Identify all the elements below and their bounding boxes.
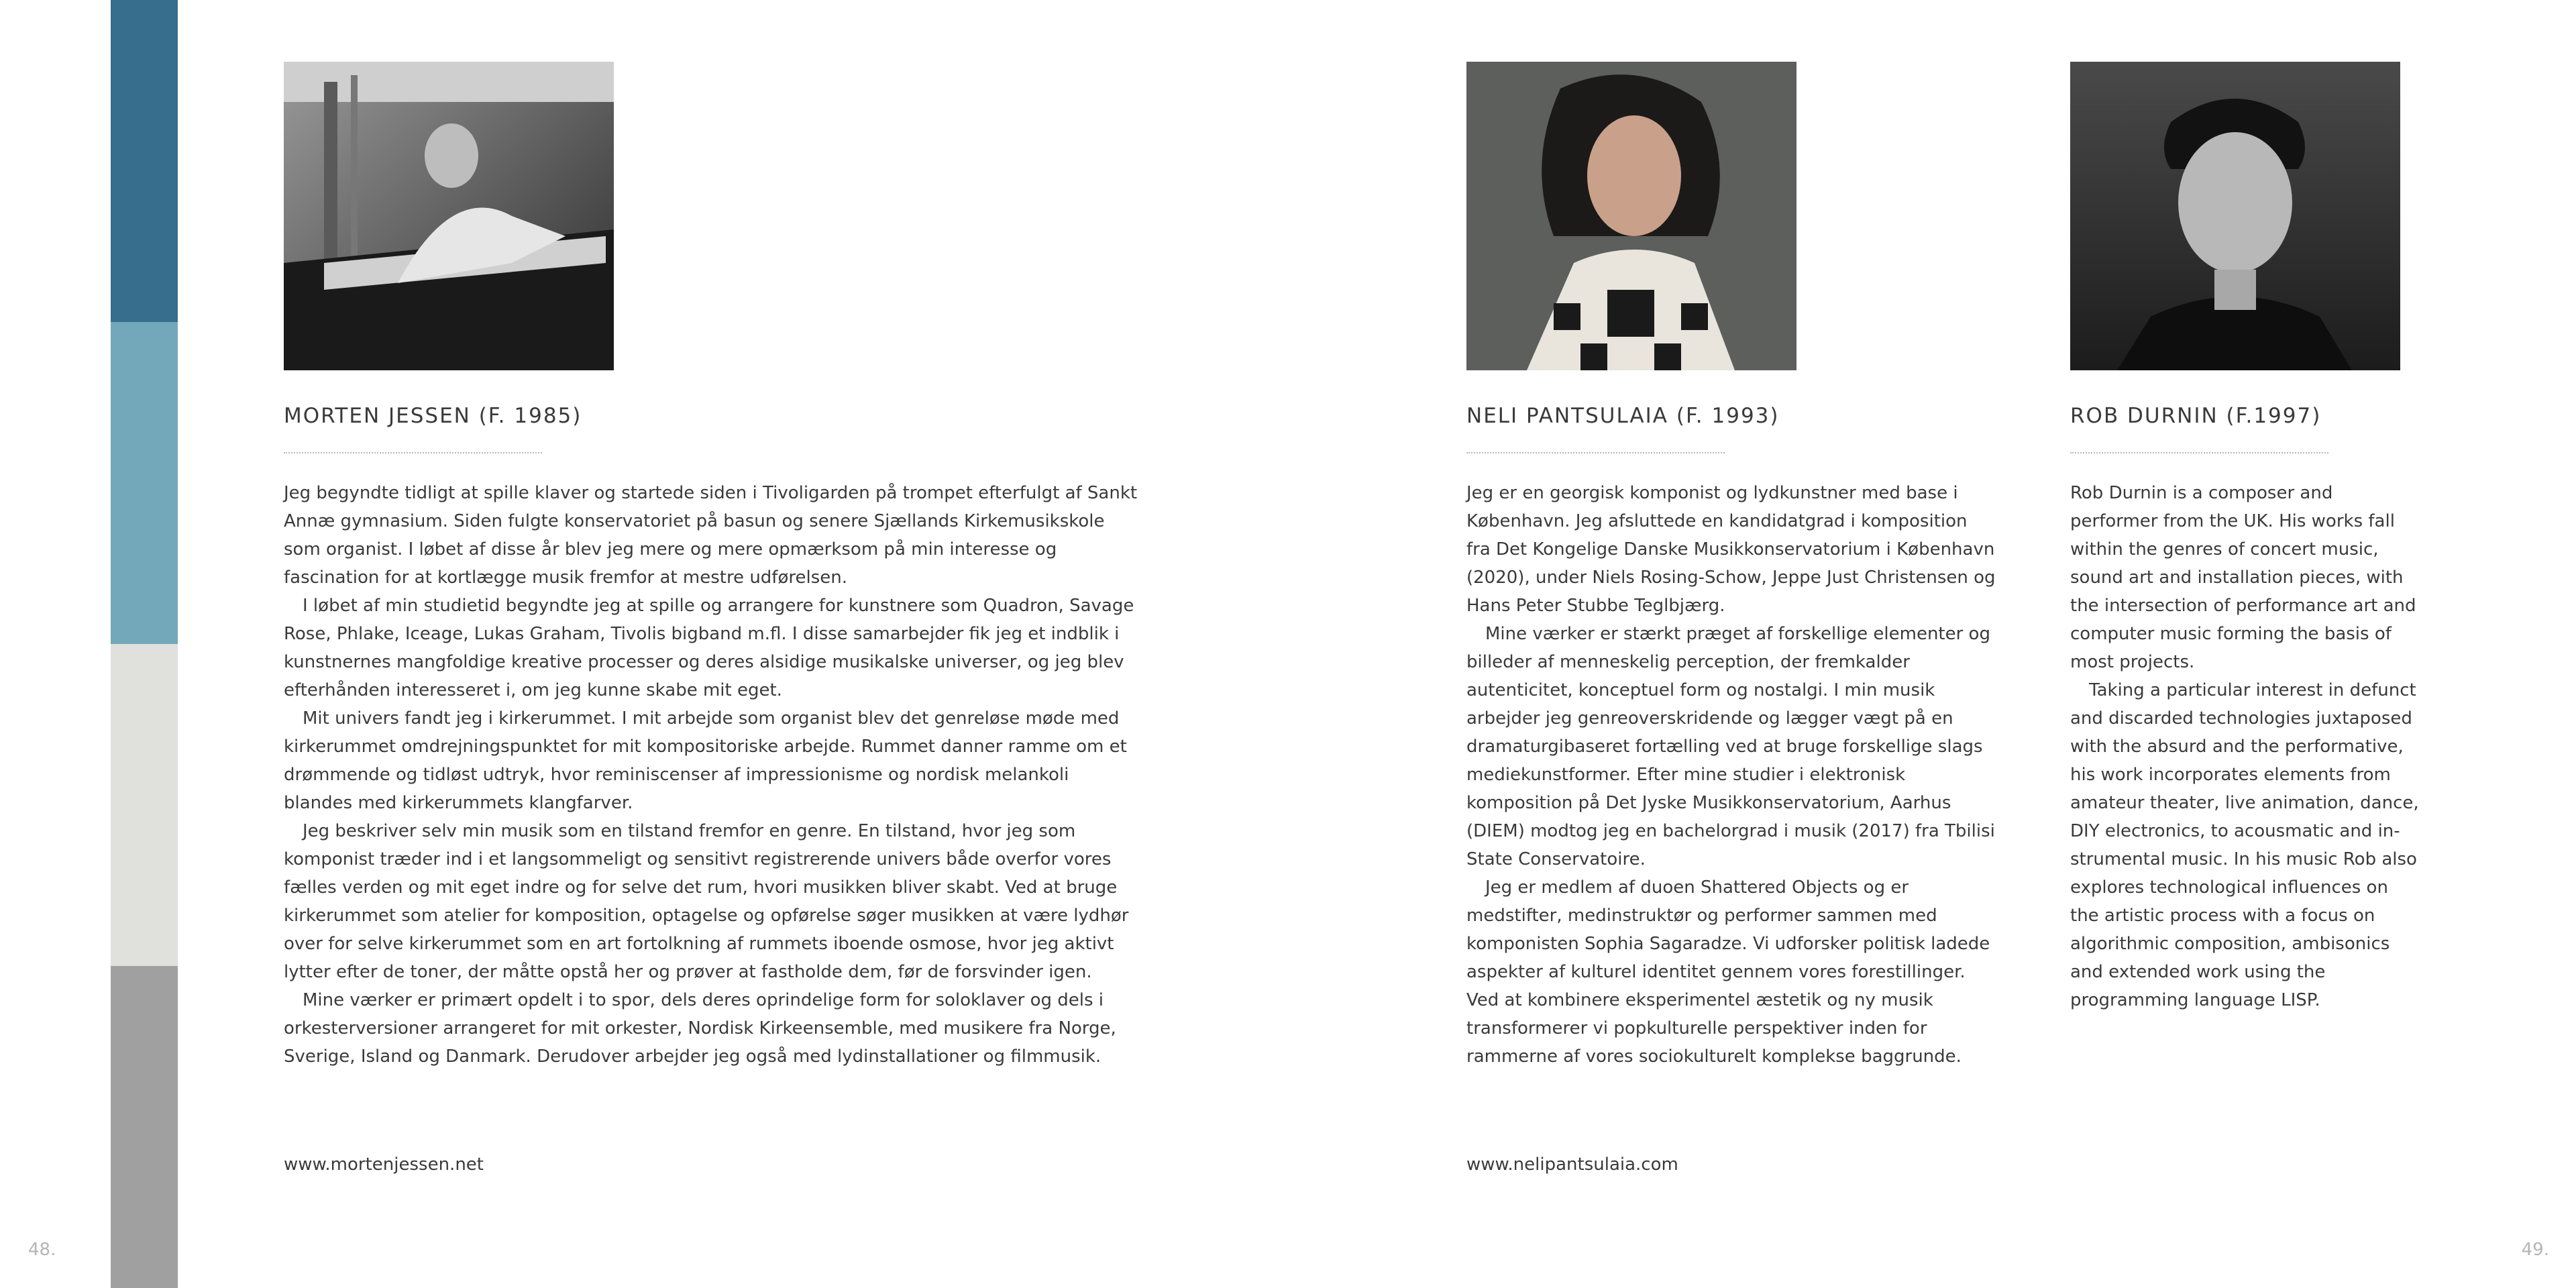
bio-paragraph: Jeg er medlem af duoen Shattered Objects og er medstifter, medinstruktør og performer sammen med komponisten Sophia Sagaradze. Vi udforsker politisk ladede aspekter af kulturel identitet gennem vores forestillinger. Ved at kombinere eksperimentel æstetik og ny musik transformerer vi popkulturelle perspektiver inden for rammerne af vores sociokulturelt komplekse baggrunde.	[1466, 877, 1990, 1067]
name-divider	[2070, 452, 2328, 453]
artist-morten-jessen	[284, 62, 1142, 1067]
bio-paragraph: Mit univers fandt jeg i kirkerummet. I mit arbejde som organist blev det genreløse møde med kirkerummet omdrejningspunktet for mit kompositoriske arbejde. Rummet danner ramme om et drømmende og tidløst udtryk, hvor reminiscenser af impressionisme og nordisk melankoli blandes med kirkerummets klangfarver.	[284, 708, 1127, 813]
photo-rob-durnin	[2070, 62, 2400, 370]
artist-rob-durnin	[2070, 62, 2432, 1010]
artist-name: MORTEN JESSEN (F. 1985)	[284, 404, 582, 428]
bio-paragraph: Jeg begyndte tidligt at spille klaver og startede siden i Tivoligarden på trompet efterfulgt af Sankt Annæ gymnasium. Siden fulgte konservatoriet på basun og senere Sjællands Kirkemusikskole som organist. I løbet af disse år blev jeg mere og mere opmærksom på min interesse og fascination for at kortlægge musik fremfor at mestre udførelsen.	[284, 483, 1138, 588]
bio-paragraph: I løbet af min studietid begyndte jeg at spille og arrangere for kunstnere som Quadron, Savage Rose, Phlake, Iceage, Lukas Graham, Tivolis bigband m.fl. I disse samarbejder fik jeg et indblik i kunstnernes mangfoldige kreative processer og deres alsidige musikalske universer, og jeg blev efterhånden interesseret i, om jeg kunne skabe mit eget.	[284, 596, 1134, 700]
page-number-left: 48.	[28, 1240, 56, 1260]
artist-neli-pantsulaia	[1466, 62, 2003, 1067]
bio-paragraph: Mine værker er stærkt præget af forskellige elementer og billeder af menneskelig perception, der fremkalder autenticitet, konceptuel form og nostalgi. I min musik arbejder jeg genreoverskridende og lægger vægt på en dramaturgibaseret fortælling ved at bruge forskellige slags mediekunstformer. Efter mine studier i elektronisk komposition på Det Jyske Musikkonservatorium, Aarhus (DIEM) modtog jeg en bachelorgrad i musik (2017) fra Tbilisi State Conservatoire.	[1466, 624, 1995, 869]
bio-paragraph: Rob Durnin is a composer and performer from the UK. His works fall within the genres of concert music, sound art and installation pieces, with the intersection of performance art and computer music forming the basis of most projects.	[2070, 483, 2416, 672]
color-bar-light-gray	[111, 644, 178, 966]
bio-paragraph: Jeg er en georgisk komponist og lydkunstner med base i København. Jeg afsluttede en kandidatgrad i komposition fra Det Kongelige Danske Musikkonservatorium i København (2020), under Niels Rosing-Schow, Jeppe Just Christensen og Hans Peter Stubbe Teglbjærg.	[1466, 483, 1996, 616]
color-bar-gray	[111, 966, 178, 1288]
name-divider	[1466, 452, 1725, 453]
photo-neli-pantsulaia	[1466, 62, 1796, 370]
artist-bio	[284, 479, 1142, 1071]
website-link-morten-jessen[interactable]: www.mortenjessen.net	[284, 1155, 484, 1175]
bio-paragraph: Taking a particular interest in defunct and discarded technologies juxtaposed with the absurd and the performative, his work incorporates elements from amateur theater, live animation, dance, DIY electronics, to acousmatic and instrumental music. In his music Rob also explores technological influences on the artistic process with a focus on algorithmic composition, ambisonics and extended work using the programming language LISP.	[2070, 680, 2419, 1010]
page-number-right: 49.	[2521, 1240, 2549, 1260]
artist-bio	[1466, 479, 1996, 1071]
artist-name: NELI PANTSULAIA (F. 1993)	[1466, 404, 1780, 428]
name-divider	[284, 452, 542, 453]
color-bar-light-blue	[111, 322, 178, 644]
artist-bio	[2070, 479, 2419, 1014]
bio-paragraph: Mine værker er primært opdelt i to spor, dels deres oprindelige form for soloklaver og dels i orkesterversioner arrangeret for mit orkester, Nordisk Kirkeensemble, med musikere fra Norge, Sverige, Island og Danmark. Derudover arbejder jeg også med lydinstallationer og filmmusik.	[284, 990, 1116, 1067]
artist-name: ROB DURNIN (F.1997)	[2070, 404, 2322, 428]
color-bar-blue	[111, 0, 178, 322]
photo-morten-jessen	[284, 62, 614, 370]
bio-paragraph: Jeg beskriver selv min musik som en tilstand fremfor en genre. En tilstand, hvor jeg som komponist træder ind i et langsommeligt og sensitivt registrerende univers både overfor vores fælles verden og mit eget indre og for selve det rum, hvori musikken bliver skabt. Ved at bruge kirkerummet som atelier for komposition, optagelse og opførelse søger musikken at være lydhør over for selve kirkerummet som en art fortolkning af rummets iboende osmose, hvor jeg aktivt lytter efter de toner, der måtte opstå her og prøver at fastholde dem, før de forsvinder igen.	[284, 821, 1129, 982]
website-link-neli-pantsulaia[interactable]: www.nelipantsulaia.com	[1466, 1155, 1678, 1175]
